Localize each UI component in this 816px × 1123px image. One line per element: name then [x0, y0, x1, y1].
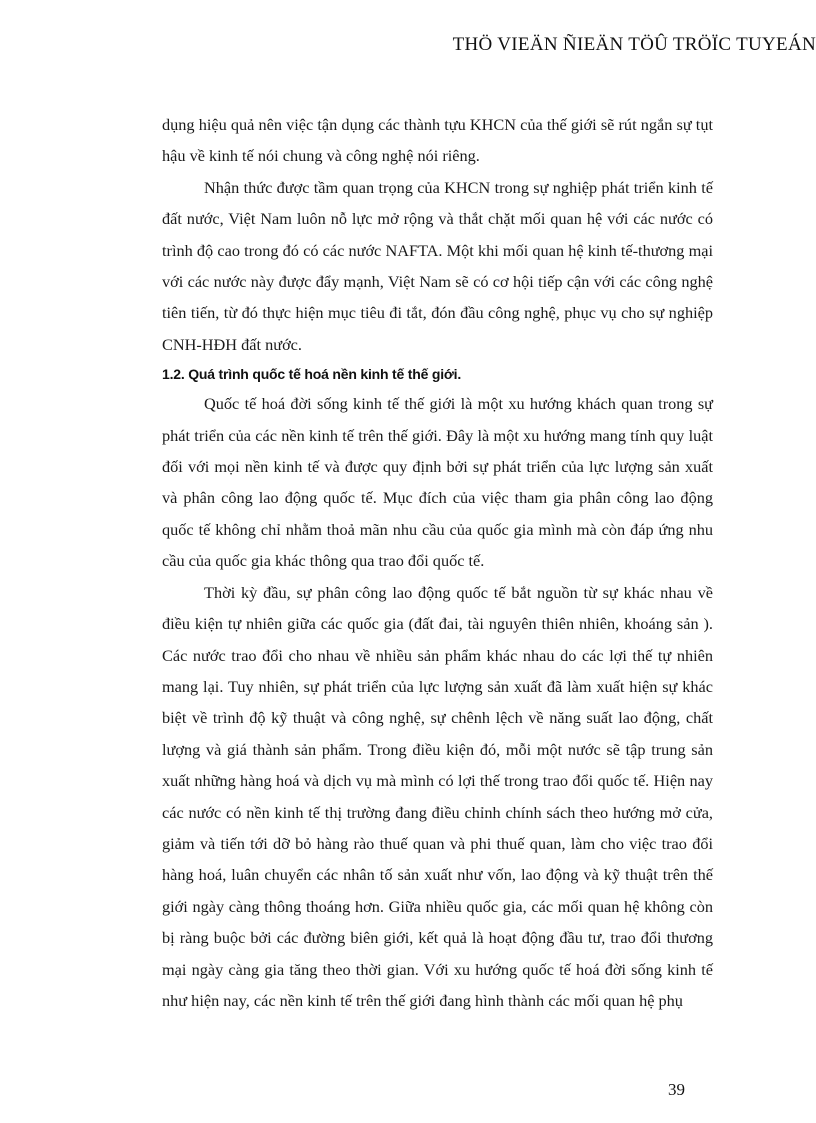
section-heading: 1.2. Quá trình quốc tế hoá nền kinh tế thế giới.	[162, 366, 462, 383]
paragraph-khcn: Nhận thức được tầm quan trọng của KHCN trong sự nghiệp phát triển kinh tế đất nước, Việt Nam luôn nỗ lực mở rộng và thắt chặt mối quan hệ với các nước có trình độ cao trong đó có các nước NAFTA. Một khi mối quan hệ kinh tế-thương mại với các nước này được đẩy mạnh, Việt Nam sẽ có cơ hội tiếp cận với các công nghệ tiên tiến, từ đó thực hiện mục tiêu đi tắt, đón đầu công nghệ, phục vụ cho sự nghiệp CNH-HĐH đất nước.	[162, 177, 713, 354]
paragraph-continued: dụng hiệu quả nên việc tận dụng các thành tựu KHCN của thế giới sẽ rút ngắn sự tụt hậu về kinh tế nói chung và công nghệ nói riêng.	[162, 115, 713, 166]
page-body	[162, 109, 713, 1016]
page-number: 39	[668, 1080, 685, 1099]
paragraph-labor-division: Thời kỳ đầu, sự phân công lao động quốc tế bắt nguồn từ sự khác nhau về điều kiện tự nhiên giữa các quốc gia (đất đai, tài nguyên thiên nhiên, khoáng sản ). Các nước trao đổi cho nhau về nhiều sản phẩm khác nhau do các lợi thế tự nhiên mang lại. Tuy nhiên, sự phát triển của lực lượng sản xuất đã làm xuất hiện sự khác biệt về trình độ kỹ thuật và công nghệ, sự chênh lệch về năng suất lao động, chất lượng và giá thành sản phẩm. Trong điều kiện đó, mỗi một nước sẽ tập trung sản xuất những hàng hoá và dịch vụ mà mình có lợi thế trong trao đổi quốc tế. Hiện nay các nước có nền kinh tế thị trường đang điều chỉnh chính sách theo hướng mở cửa, giảm và tiến tới dỡ bỏ hàng rào thuế quan và phi thuế quan, làm cho việc trao đổi hàng hoá, luân chuyển các nhân tố sản xuất như vốn, lao động và kỹ thuật trên thế giới ngày càng thông thoáng hơn. Giữa nhiều quốc gia, các mối quan hệ không còn bị ràng buộc bởi các đường biên giới, kết quả là hoạt động đầu tư, trao đổi thương mại ngày càng gia tăng theo thời gian. Với xu hướng quốc tế hoá đời sống kinh tế như hiện nay, các nền kinh tế trên thế giới đang hình thành các mối quan hệ phụ	[162, 582, 713, 1010]
paragraph-internationalization: Quốc tế hoá đời sống kinh tế thế giới là một xu hướng khách quan trong sự phát triển của các nền kinh tế trên thế giới. Đây là một xu hướng mang tính quy luật đối với mọi nền kinh tế và được quy định bởi sự phát triển của lực lượng sản xuất và phân công lao động quốc tế. Mục đích của việc tham gia phân công lao động quốc tế không chỉ nhằm thoả mãn nhu cầu của quốc gia mình mà còn đáp ứng nhu cầu của quốc gia khác thông qua trao đổi quốc tế.	[162, 394, 713, 571]
running-header: THÖ VIEÄN ÑIEÄN TÖÛ TRÖÏC TUYEÁN	[452, 34, 816, 55]
